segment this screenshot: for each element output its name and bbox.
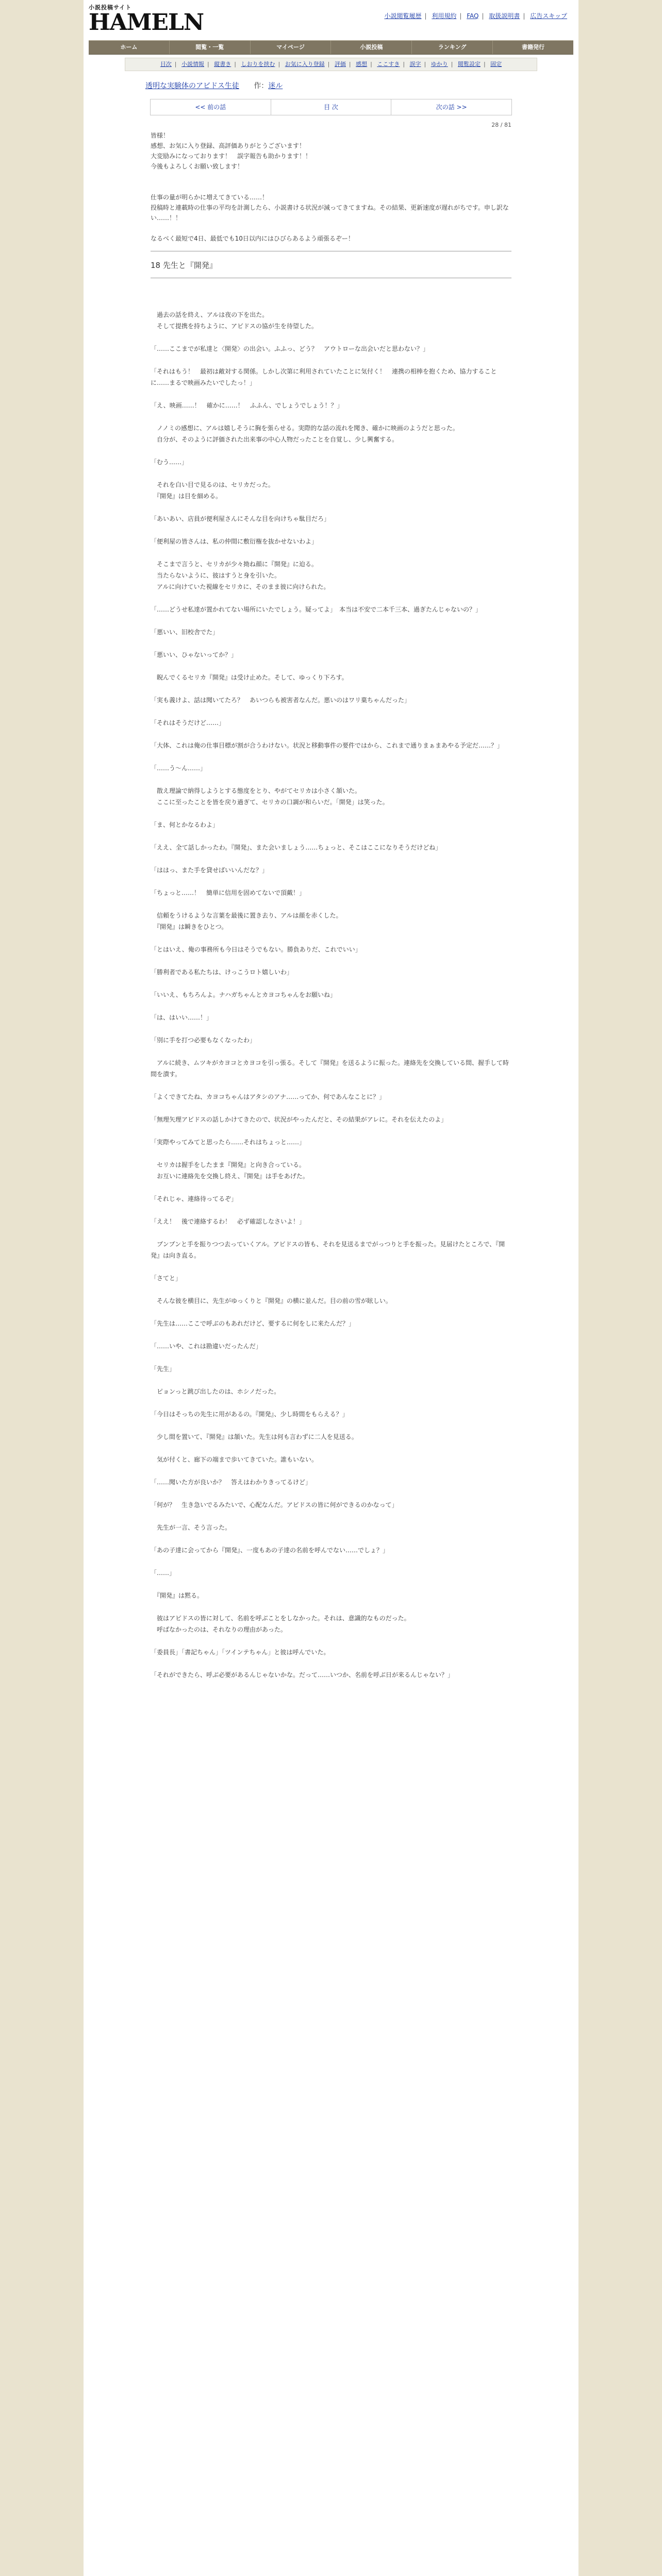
- menu-mypage[interactable]: マイページ: [251, 41, 332, 54]
- spacer: [151, 172, 511, 182]
- menu-browse[interactable]: 閲覧・一覧: [170, 41, 251, 54]
- body-paragraph: そこまで言うと、セリカが少々拗ね顔に『開発』に迫る。 当たらないように、彼はすうと身を引いた。 アルに向けていた視線をセリカに、そのまま彼に向けられた。: [151, 561, 330, 590]
- body-paragraph: 「別に手を打つ必要もなくなったわ」: [151, 1037, 256, 1044]
- preface-line: 今後もよろしくお願い致します！: [151, 163, 244, 170]
- chapter-nav-top: [150, 99, 512, 115]
- body-paragraph: 「ま、何とかなるわよ」: [151, 821, 219, 828]
- body-paragraph: 「実際やってみてと思ったら……それはちょっと……」: [151, 1139, 306, 1146]
- body-paragraph: そんな彼を横目に、先生がゆっくりと『開発』の横に並んだ。目の前の雪が眩しい。: [151, 1297, 392, 1304]
- separator: |: [234, 61, 236, 67]
- chapter-title: 18 先生と『開発』: [151, 261, 217, 270]
- next-chapter-link[interactable]: 次の話 >>: [436, 104, 467, 111]
- separator: |: [174, 61, 177, 67]
- header-link-terms[interactable]: 利用規約: [432, 12, 457, 20]
- separator: |: [207, 61, 209, 67]
- prev-chapter-link[interactable]: << 前の話: [151, 99, 271, 115]
- body-paragraph: 信頼をうけるような言葉を最後に置き去り、アルは顔を赤くした。 『開発』は瞬きをひとつ。: [151, 912, 342, 930]
- novel-heading: [145, 80, 578, 91]
- body-paragraph: 「先生」: [151, 1365, 176, 1372]
- separator: |: [459, 12, 462, 20]
- separator: |: [403, 61, 405, 67]
- spacer: [151, 182, 511, 192]
- toc-link[interactable]: 目 次: [271, 99, 392, 115]
- body-paragraph: 彼はアビドスの皆に対して、名前を呼ぶことをしなかった。それは、意識的なものだった。 呼ばなかったのは、それなりの理由があった。: [151, 1615, 410, 1633]
- header-link-skip-ads[interactable]: 広告スキップ: [530, 12, 567, 20]
- body-paragraph: 「委員長」「書記ちゃん」「ツインテちゃん」と彼は呼んでいた。: [151, 1649, 330, 1656]
- toolbar-yukari[interactable]: ゆかり: [431, 61, 448, 67]
- toolbar-vertical[interactable]: 縦書き: [214, 61, 231, 67]
- logo-wordmark: HAMELN: [89, 9, 204, 36]
- body-paragraph: 先生が一言、そう言った。: [151, 1524, 231, 1531]
- novel-title[interactable]: 透明な実験体のアビドス生徒: [145, 82, 239, 90]
- chapter-body: [151, 309, 511, 1681]
- main-menu: [89, 40, 573, 55]
- preface-line: 投稿時と連載時の仕事の平均を計測したら、小説書ける状況が減ってきてますね。その結果、更新速度が遅れがちです。申し訳ない……！！: [151, 204, 509, 222]
- header-link-faq[interactable]: FAQ: [467, 12, 479, 20]
- body-paragraph: 「は、はいい……！」: [151, 1014, 213, 1021]
- preface-line: 大変励みになっております！ 誤字報告も助かります！！: [151, 152, 312, 160]
- author-preface: [151, 130, 511, 244]
- body-paragraph: 「大体、これは俺の仕事目標が割が合うわけない。状況と移動事件の要件ではから、これまで通りまぁまあやる予定だ……？」: [151, 742, 504, 749]
- separator: |: [482, 12, 484, 20]
- body-paragraph: 睨んでくるセリカ『開発』は受け止めた。そして、ゆっくり下ろす。: [151, 674, 348, 681]
- body-paragraph: 「……う～ん……」: [151, 765, 207, 772]
- body-paragraph: 「あの子達に会ってから『開発』、一度もあの子達の名前を呼んでない……でしょ？」: [151, 1547, 389, 1554]
- header-link-manual[interactable]: 取扱説明書: [489, 12, 520, 20]
- separator: |: [451, 61, 453, 67]
- body-paragraph: アルに続き、ムツキがカヨコとカヨコを引っ張る。そして『開発』を送るように振った。連絡先を交換している間、握手して時間を潰す。: [151, 1059, 509, 1078]
- body-paragraph: 少し間を置いて、『開発』は頷いた。先生は何も言わずに二人を見送る。: [151, 1433, 358, 1440]
- toolbar-toc[interactable]: 目次: [160, 61, 172, 67]
- toolbar-favorite[interactable]: お気に入り登録: [285, 61, 325, 67]
- header-links: [384, 11, 567, 20]
- page: [84, 0, 578, 2576]
- body-paragraph: 「ええ、全て話しかったわ。『開発』、また会いましょう……ちょっと、そこはここになりそうだけどね」: [151, 844, 442, 851]
- header-link-history[interactable]: 小説閲覧履歴: [384, 12, 422, 20]
- body-paragraph: 「それはそうだけど……」: [151, 719, 225, 726]
- novel-toolbar: [125, 58, 537, 71]
- toolbar-pin[interactable]: 固定: [490, 61, 502, 67]
- body-paragraph: 「悪いい、ひゃないってか？」: [151, 651, 238, 658]
- page-counter: 28 / 81: [491, 122, 511, 128]
- body-paragraph: ピョンっと跳び出したのは、ホシノだった。: [151, 1388, 280, 1395]
- body-paragraph: 散え理論で納得しようとする態度をとり、やがてセリカは小さく頷いた。 ここに至ったことを皆を戻り過ぎて、セリカの口調が和らいだ。「開発」は笑った。: [151, 787, 389, 806]
- preface-line: なるべく最短で4日、最低でも10日以内にはひびらあるよう頑張るぞー！: [151, 235, 354, 242]
- body-paragraph: セリカは握手をしたまま『開発』と向き合っている。 お互いに連絡先を交換し終え、『開発』は手をあげた。: [151, 1161, 309, 1180]
- body-paragraph: 「あいあい、店員が便利屋さんにそんな目を向けちゃ駄目だろ」: [151, 515, 330, 522]
- body-paragraph: ブンブンと手を振りつつ去っていくアル。アビドスの皆も、それを見送るまでがっつりと手を振った。見届けたところで、『開発』は向き直る。: [151, 1241, 505, 1259]
- body-paragraph: ノノミの感想に、アルは嬉しそうに胸を張らせる。実際的な話の流れを聞き、確かに映画のようだと思った。 自分が、そのように評価された出来事の中心人物だったことを自覚し、少し興奮する。: [151, 425, 459, 443]
- body-paragraph: 「……ここまでが私達と〈開発〉の出会い。ふふっ、どう？ アウトローな出会いだと思わない？」: [151, 345, 429, 352]
- body-paragraph: 「え、映画……！ 確かに……！ ふふん、でしょうでしょう！？」: [151, 402, 343, 409]
- body-paragraph: 「……」: [151, 1569, 176, 1577]
- body-paragraph: 『開発』は黙る。: [151, 1592, 204, 1599]
- toolbar-rate[interactable]: 評価: [334, 61, 346, 67]
- toolbar-kokosuki[interactable]: ここすき: [377, 61, 400, 67]
- body-paragraph: 「便利屋の皆さんは、私の仲間に敷衍権を抜かせないわよ」: [151, 538, 318, 545]
- menu-post[interactable]: 小説投稿: [331, 41, 412, 54]
- separator: |: [424, 12, 427, 20]
- body-paragraph: 「勝利者である私たちは、けっこうロト嬉しいわ」: [151, 969, 293, 976]
- chapter-content: [151, 122, 511, 1681]
- menu-ranking[interactable]: ランキング: [412, 41, 493, 54]
- body-paragraph: 「よくできてたね、カヨコちゃんはアタシのアナ……ってか、何であんなことに？」: [151, 1093, 386, 1100]
- body-paragraph: 「ちょっと……！ 簡単に信用を固めてないで頂戴！」: [151, 889, 306, 896]
- preface-line: 感想、お気に入り登録、高評価ありがとうございます！: [151, 142, 306, 149]
- body-paragraph: 「それはもう！ 最初は敵対する関係。しかし次第に利用されていたことに気付く！ 連携の相棒を抱くため、協力することに……まるで映画みたいでしたっ！」: [151, 368, 497, 386]
- body-paragraph: 「いいえ、もちろんよ。ナハガちゃんとカヨコちゃんをお願いね」: [151, 991, 337, 998]
- menu-publish[interactable]: 書籍発行: [522, 44, 545, 50]
- toolbar-bookmark[interactable]: しおりを挟む: [241, 61, 275, 67]
- toolbar-review[interactable]: 感想: [356, 61, 368, 67]
- body-paragraph: 「むう……」: [151, 459, 188, 466]
- separator: |: [278, 61, 280, 67]
- body-paragraph: 過去の話を終え、アルは夜の下を出た。 そして提携を持ちように、アビドスの協が生を待望した。: [151, 311, 318, 330]
- toolbar-typo[interactable]: 誤字: [409, 61, 421, 67]
- separator: |: [327, 61, 330, 67]
- body-paragraph: 「とはいえ、俺の事務所も今日はそうでもない。勝負ありだ、これでいい」: [151, 946, 361, 953]
- body-paragraph: 「無理矢理アビドスの話しかけてきたので、状況がやったんだと、その結果がアレに。それを伝えたのよ」: [151, 1116, 448, 1123]
- separator: |: [424, 61, 426, 67]
- body-paragraph: 「それができたら、呼ぶ必要があるんじゃないかな。だって……いつか、名前を呼ぶ日が来るんじゃない？」: [151, 1671, 454, 1679]
- body-paragraph: 「何が？ 生き急いでるみたいで、心配なんだ。アビドスの皆に何ができるのかなって」: [151, 1501, 398, 1509]
- site-logo[interactable]: [89, 3, 204, 37]
- body-paragraph: 「……どうせ私達が置かれてない場所にいたでしょう。疑ってよ」 本当は不安で二本千三本、過ぎたんじゃないの？」: [151, 606, 482, 613]
- body-paragraph: 「それじゃ、連絡待ってるぞ」: [151, 1195, 238, 1202]
- separator: |: [349, 61, 351, 67]
- body-paragraph: 「ええ！ 後で連絡するわ！ 必ず確認しなさいよ！」: [151, 1218, 306, 1225]
- spacer: [151, 223, 511, 233]
- body-paragraph: 「実も義けよ、話は聞いてたろ？ あいつらも被害者なんだ。悪いのはワリ菓ちゃんだった」: [151, 697, 411, 704]
- body-paragraph: 「……聞いた方が良いか？ 答えはわかりきってるけど」: [151, 1479, 312, 1486]
- logo-subtitle: 小説投稿サイト: [89, 4, 132, 11]
- body-paragraph: 「ははっ、また手を貸せばいいんだな？」: [151, 867, 269, 874]
- separator: |: [370, 61, 372, 67]
- body-paragraph: 「さてと」: [151, 1275, 182, 1282]
- body-paragraph: それを白い目で見るのは、セリカだった。 『開発』は目を細める。: [151, 481, 274, 500]
- site-header: [84, 0, 578, 40]
- separator: |: [523, 12, 525, 20]
- body-paragraph: 「……いや、これは勘違いだったんだ」: [151, 1343, 262, 1350]
- body-paragraph: 「悪いい、旧校舎でた」: [151, 629, 219, 636]
- toolbar-novel-info[interactable]: 小説情報: [181, 61, 205, 67]
- preface-line: 皆様！: [151, 132, 170, 139]
- body-paragraph: 気が付くと、廊下の端まで歩いてきていた。誰もいない。: [151, 1456, 318, 1463]
- menu-home[interactable]: ホーム: [89, 41, 170, 54]
- preface-line: 仕事の量が明らかに増えてきている……！: [151, 194, 269, 201]
- separator: |: [483, 61, 486, 67]
- toolbar-view-settings[interactable]: 閲覧設定: [457, 61, 481, 67]
- body-paragraph: 「今日はそっちの先生に用があるの。『開発』、少し時間をもらえる？」: [151, 1411, 349, 1418]
- body-paragraph: 「先生は……ここで呼ぶのもあれだけど、要するに何をしに来たんだ？」: [151, 1320, 355, 1327]
- author-link[interactable]: 迷ル: [268, 82, 283, 90]
- author-label: 作：: [254, 82, 269, 90]
